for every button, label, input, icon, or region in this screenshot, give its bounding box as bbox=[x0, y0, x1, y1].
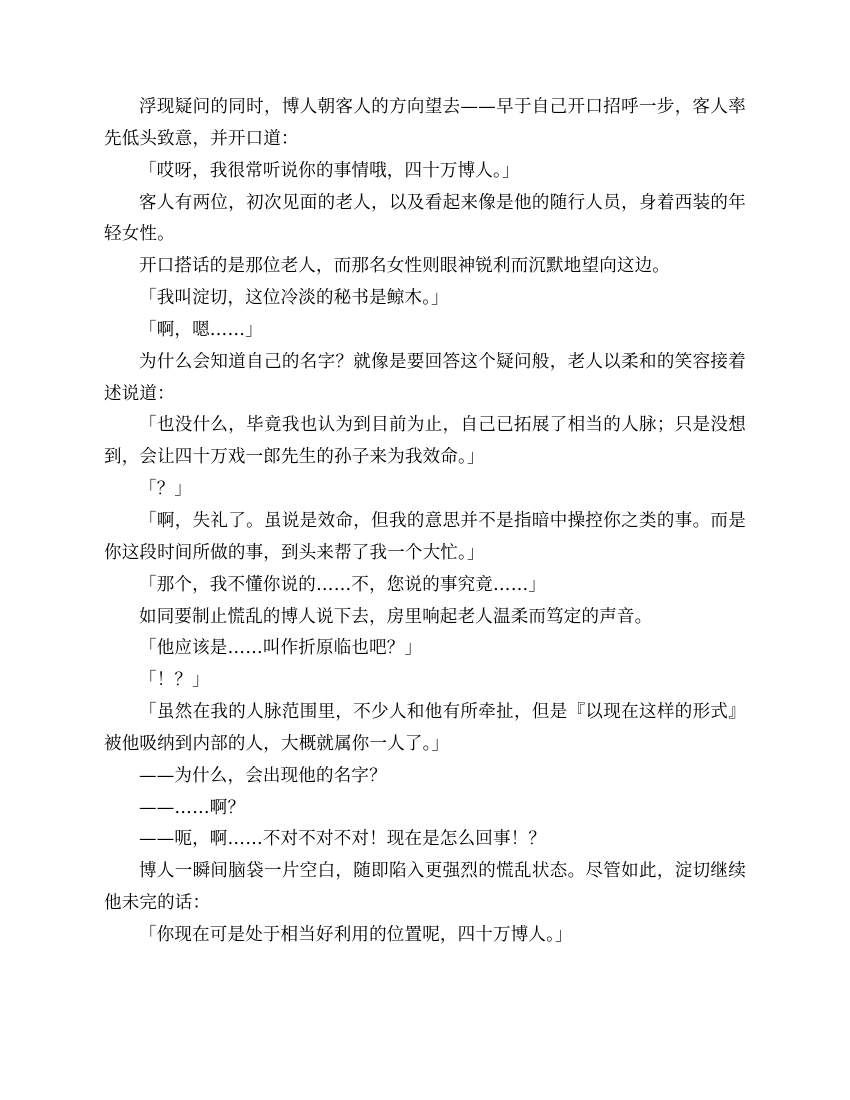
paragraph: 浮现疑问的同时，博人朝客人的方向望去——早于自己开口招呼一步，客人率先低头致意，并开口道： bbox=[104, 97, 746, 149]
paragraph: 「啊，失礼了。虽说是效命，但我的意思并不是指暗中操控你之类的事。而是你这段时间所做的事，到头来帮了我一个大忙。」 bbox=[104, 510, 746, 563]
paragraph: 开口搭话的是那位老人，而那名女性则眼神锐利而沉默地望向这边。 bbox=[139, 256, 670, 277]
paragraph: 「啊，嗯……」 bbox=[139, 319, 263, 340]
paragraph: 为什么会知道自己的名字？就像是要回答这个疑问般，老人以柔和的笑容接着述说道： bbox=[104, 351, 746, 404]
paragraph: 如同要制止慌乱的博人说下去，房里响起老人温柔而笃定的声音。 bbox=[139, 606, 653, 627]
paragraph: 「也没什么，毕竟我也认为到目前为止，自己已拓展了相当的人脉；只是没想到，会让四十万戏一郎先生的孙子来为我效命。」 bbox=[104, 415, 746, 468]
paragraph: 博人一瞬间脑袋一片空白，随即陷入更强烈的慌乱状态。尽管如此，淀切继续他未完的话： bbox=[104, 861, 746, 914]
paragraph: 「那个，我不懂你说的……不，您说的事究竟……」 bbox=[139, 574, 547, 595]
paragraph: 「虽然在我的人脉范围里，不少人和他有所牵扯，但是『以现在这样的形式』被他吸纳到内部的人，大概就属你一人了。」 bbox=[104, 702, 746, 754]
paragraph: 「！？」 bbox=[139, 670, 210, 691]
paragraph: ——为什么，会出现他的名字？ bbox=[139, 765, 387, 786]
page-body-text bbox=[104, 92, 746, 952]
paragraph: 「你现在可是处于相当好利用的位置呢，四十万博人。」 bbox=[139, 924, 573, 945]
paragraph: 「？」 bbox=[139, 479, 193, 500]
paragraph: ——……啊？ bbox=[139, 797, 246, 818]
paragraph: 「他应该是……叫作折原临也吧？」 bbox=[139, 638, 423, 659]
paragraph: 客人有两位，初次见面的老人，以及看起来像是他的随行人员，身着西装的年轻女性。 bbox=[104, 192, 746, 245]
paragraph: ——呃，啊……不对不对不对！现在是怎么回事！？ bbox=[139, 829, 547, 850]
paragraph: 「我叫淀切，这位冷淡的秘书是鲸木。」 bbox=[139, 288, 449, 309]
paragraph: 「哎呀，我很常听说你的事情哦，四十万博人。」 bbox=[139, 160, 520, 181]
